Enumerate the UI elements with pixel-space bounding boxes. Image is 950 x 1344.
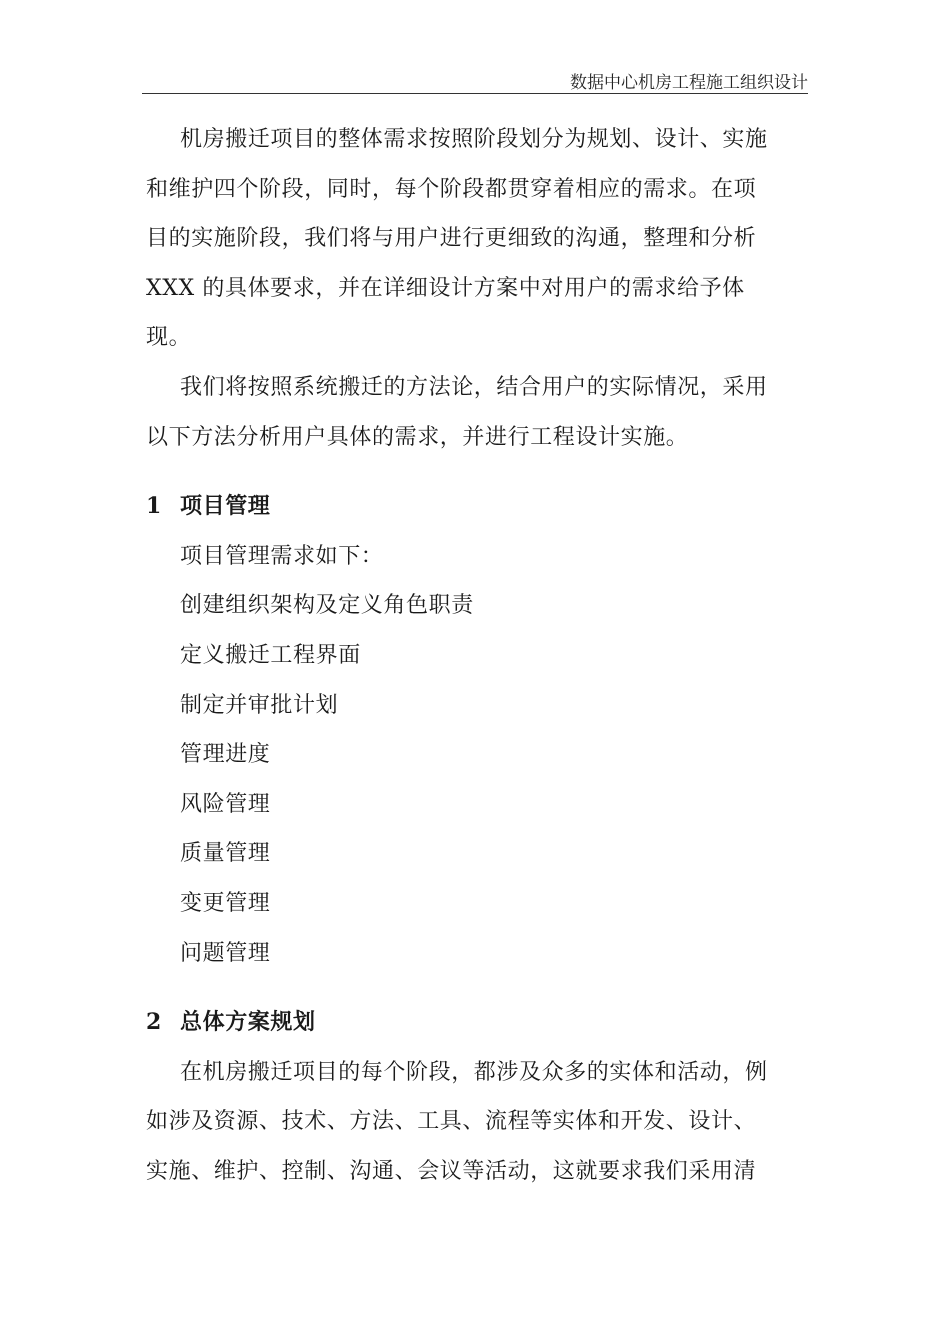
section2-paragraph bbox=[146, 1048, 806, 1197]
list-item: 管理进度 bbox=[180, 742, 271, 768]
text-line: 机房搬迁项目的整体需求按照阶段划分为规划、设计、实施 bbox=[180, 127, 768, 152]
section-number: 2 bbox=[146, 1009, 162, 1036]
list-item: 创建组织架构及定义角色职责 bbox=[180, 593, 474, 619]
section-lead: 项目管理需求如下： bbox=[180, 543, 384, 569]
text-line: XXX 的具体要求，并在详细设计方案中对用户的需求给予体 bbox=[146, 275, 745, 301]
list-item: 定义搬迁工程界面 bbox=[180, 642, 361, 668]
intro-paragraph-2 bbox=[146, 363, 806, 462]
text-line: 在机房搬迁项目的每个阶段，都涉及众多的实体和活动，例 bbox=[180, 1059, 768, 1085]
section-number: 1 bbox=[146, 493, 162, 520]
text-line: 和维护四个阶段，同时，每个阶段都贯穿着相应的需求。在项 bbox=[146, 176, 757, 202]
running-header: 数据中心机房工程施工组织设计 bbox=[570, 73, 808, 93]
list-item: 制定并审批计划 bbox=[180, 692, 339, 718]
list-item: 质量管理 bbox=[180, 841, 271, 867]
list-item: 变更管理 bbox=[180, 890, 271, 916]
section-heading-2 bbox=[146, 998, 806, 1048]
text-line: 我们将按照系统搬迁的方法论，结合用户的实际情况，采用 bbox=[180, 374, 768, 400]
section-title: 总体方案规划 bbox=[180, 1009, 316, 1036]
text-line: 实施、维护、控制、沟通、会议等活动，这就要求我们采用清 bbox=[146, 1158, 757, 1184]
text-line: 以下方法分析用户具体的需求，并进行工程设计实施。 bbox=[146, 424, 689, 450]
header-rule bbox=[142, 93, 808, 94]
document-body bbox=[146, 115, 806, 1196]
section-heading-1 bbox=[146, 482, 806, 532]
list-item: 风险管理 bbox=[180, 791, 271, 817]
list-item: 问题管理 bbox=[180, 940, 271, 966]
text-line: 现。 bbox=[146, 325, 192, 351]
intro-paragraph-1 bbox=[146, 115, 806, 363]
section-title: 项目管理 bbox=[180, 493, 271, 520]
text-line: 如涉及资源、技术、方法、工具、流程等实体和开发、设计、 bbox=[146, 1109, 757, 1135]
text-line: 目的实施阶段，我们将与用户进行更细致的沟通，整理和分析 bbox=[146, 226, 757, 252]
